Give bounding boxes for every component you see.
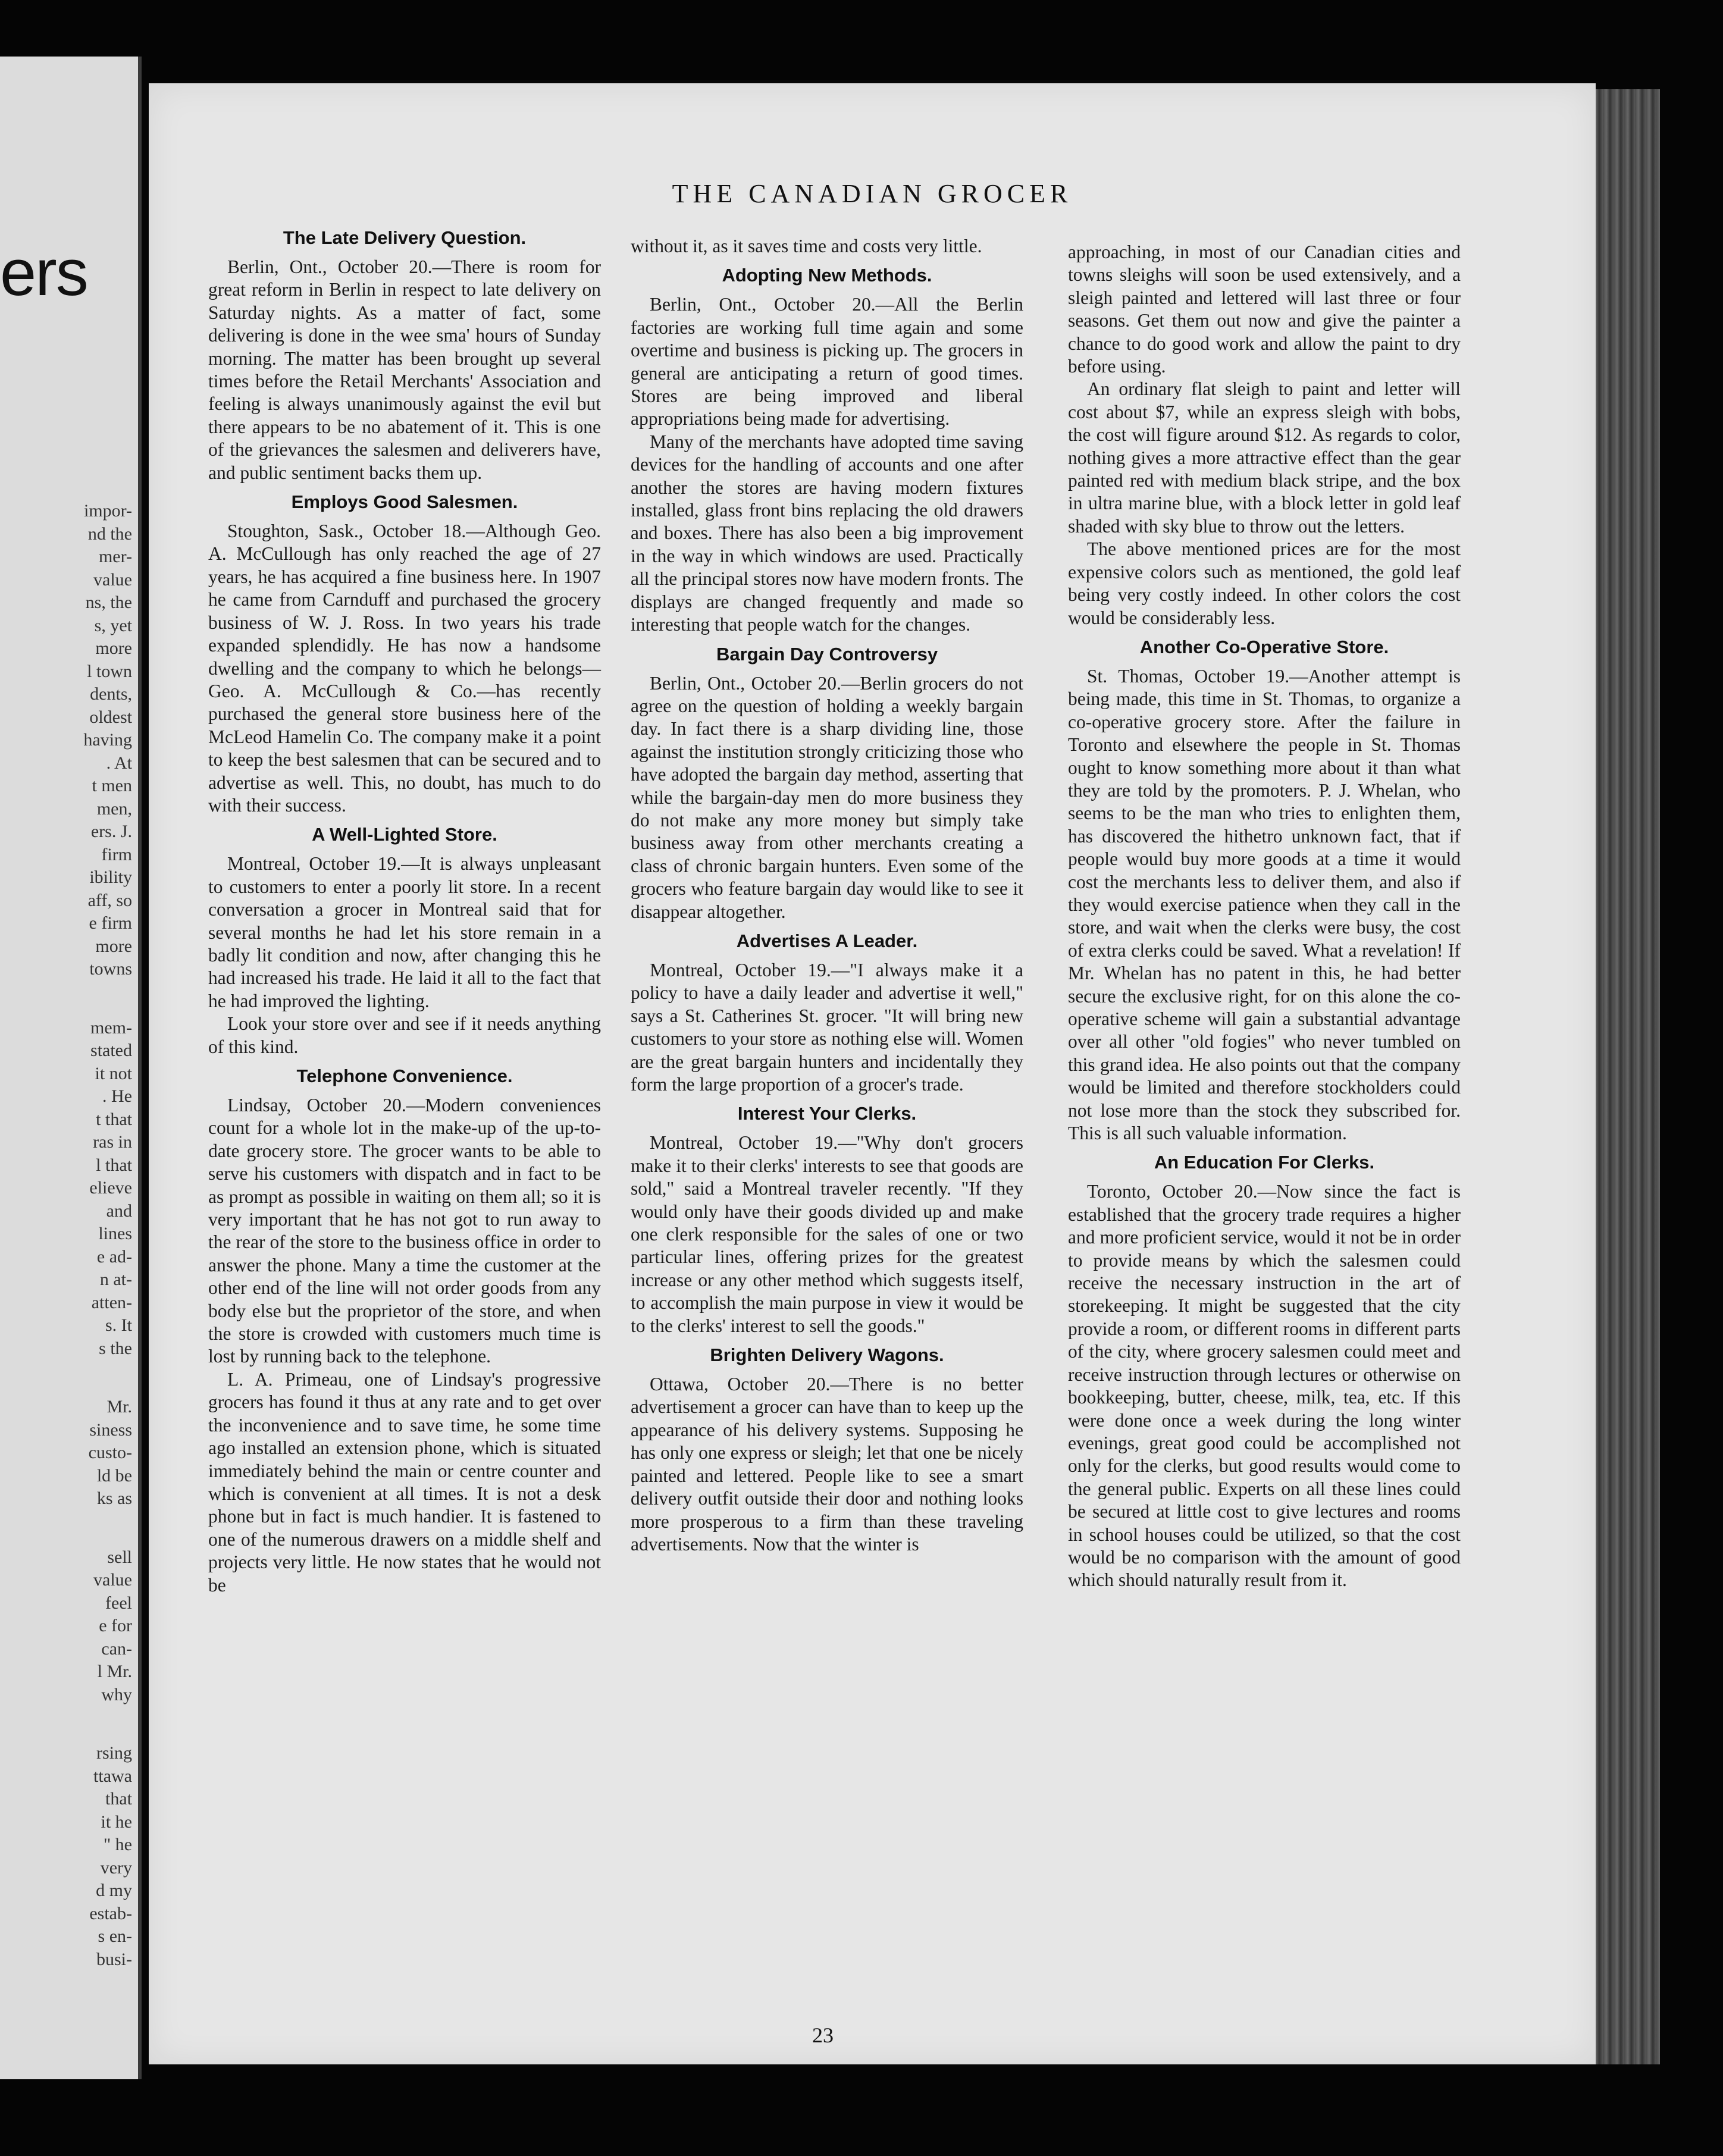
article-paragraph: Montreal, October 19.—"Why don't grocers make it to their clerks' interests to see that goods are sold," said a Montreal traveler recently. "If they would only have their goods divided up and make one clerk responsible for the sales of one or two particular lines, offering prizes for the greatest increase or any other method which suggests itself, to accomplish the main purpose in view it would be to the clerks' interest to sell the goods." bbox=[631, 1132, 1023, 1336]
facing-page-line-fragment: very bbox=[100, 1857, 132, 1878]
facing-page-line-fragment: it not bbox=[95, 1063, 132, 1083]
facing-page-line-fragment: s. It bbox=[105, 1315, 132, 1335]
facing-page-line-fragment: having bbox=[83, 730, 132, 750]
facing-page-line-fragment: . He bbox=[102, 1086, 132, 1106]
article-paragraph: Berlin, Ont., October 20.—There is room for great reform in Berlin in respect to late delivery on Saturday nights. As a matter of fact, some delivering is done in the wee sma' hours of Sunday morning. The matter has been brought up several times before the Retail Merchants' Association and feeling is always unanimously against the evil but there appears to be no abatement of it. This is one of the grievances the salesmen and deliverers have, and public sentiment backs them up. bbox=[208, 256, 601, 483]
article-column-1 bbox=[208, 220, 601, 1597]
facing-page-line-fragment: elieve bbox=[89, 1178, 132, 1198]
facing-page-line-fragment: busi- bbox=[96, 1949, 132, 1969]
article-paragraph: without it, as it saves time and costs very little. bbox=[631, 236, 982, 256]
facing-page-line-fragment: men, bbox=[96, 798, 132, 819]
article-paragraph: An ordinary flat sleigh to paint and letter will cost about $7, while an express sleigh with bobs, the cost will figure around $12. As regards to color, nothing gives a more attractive effect than the gear painted red with medium black stripe, and the box in ultra marine blue, with a block letter in gold leaf shaded with sky blue to throw out the letters. bbox=[1068, 378, 1461, 537]
facing-page-line-fragment: feel bbox=[105, 1593, 132, 1613]
magazine-page bbox=[149, 83, 1596, 2064]
article-headline: An Education For Clerks. bbox=[1154, 1152, 1375, 1173]
facing-page-line-fragment: more bbox=[95, 936, 132, 956]
page-number: 23 bbox=[812, 2023, 834, 2047]
article-column-2 bbox=[631, 235, 1023, 1556]
article-headline: Advertises A Leader. bbox=[736, 930, 918, 951]
facing-page-line-fragment: siness bbox=[89, 1419, 132, 1440]
article-paragraph: The above mentioned prices are for the most expensive colors such as mentioned, the gold leaf being very costly indeed. In other colors the cost would be considerably less. bbox=[1068, 538, 1461, 628]
article-paragraph: Many of the merchants have adopted time saving devices for the handling of accounts and one after another the stores are having modern fixtures installed, glass front bins replacing the old drawers and boxes. There has also been a big improvement in the way in which windows are used. Practically all the principal stores now have modern fronts. The displays are changed frequently and made so interesting that people watch for the changes. bbox=[631, 431, 1023, 635]
facing-page-line-fragment: t that bbox=[96, 1109, 132, 1129]
facing-page-line-fragment: ras in bbox=[93, 1132, 132, 1152]
article-paragraph: Stoughton, Sask., October 18.—Although Geo. A. McCullough has only reached the age of 27 years, he has acquired a fine business here. In 1907 he came from Carnduff and purchased the grocery business of W. J. Ross. In two years his trade expanded splendidly. He has now a handsome dwelling and the company to which he belongs—Geo. A. McCullough & Co.—has recently purchased the general store business here of the McLeod Hamelin Co. The company make it a point to keep the best salesmen that can be secured and to advertise as well. This, no doubt, has much to do with their success. bbox=[208, 521, 601, 816]
article-paragraph: Montreal, October 19.—"I always make it a policy to have a daily leader and advertise it well," says a St. Catherines St. grocer. "It will bring new customers to your store as nothing else will. Women are the great bargain hunters and incidentally they form the large proportion of a grocer's trade. bbox=[631, 959, 1023, 1095]
facing-page-line-fragment: Mr. bbox=[106, 1397, 132, 1417]
article-paragraph: Berlin, Ont., October 20.—Berlin grocers do not agree on the question of holding a weekly bargain day. In fact there is a sharp dividing line, those against the institution strongly criticizing those who have adopted the bargain day method, asserting that while the bargain-day men do more business they do not make any more money but simply take business away from other merchants creating a class of chronic bargain hunters. Even some of the grocers who feature bargain day would like to see it disappear altogether. bbox=[631, 672, 1023, 922]
facing-page-line-fragment: e ad- bbox=[96, 1246, 132, 1267]
facing-page-line-fragment: e firm bbox=[89, 913, 132, 933]
facing-page-line-fragment: custo- bbox=[88, 1443, 132, 1462]
facing-page-line-fragment: dents, bbox=[90, 684, 132, 704]
facing-page-line-fragment: s, yet bbox=[94, 615, 132, 635]
facing-page-line-fragment: n at- bbox=[99, 1270, 132, 1289]
facing-page-line-fragment: d my bbox=[96, 1881, 132, 1900]
facing-page-line-fragment: rsing bbox=[96, 1743, 132, 1763]
facing-page-line-fragment: mem- bbox=[90, 1017, 132, 1038]
article-headline: A Well-Lighted Store. bbox=[312, 824, 497, 845]
article-paragraph: Montreal, October 19.—It is always unpleasant to customers to enter a poorly lit store. In a recent conversation a grocer in Montreal said that for several months he had let his store remain in a badly lit condition and now, after changing this he had increased his trade. He laid it all to the fact that he had improved the lighting. bbox=[208, 853, 601, 1011]
facing-page-line-fragment: oldest bbox=[89, 707, 132, 727]
facing-page-line-fragment: l town bbox=[87, 661, 132, 681]
article-headline: Adopting New Methods. bbox=[722, 265, 932, 286]
facing-page-line-fragment: and bbox=[106, 1201, 132, 1221]
article-paragraph: St. Thomas, October 19.—Another attempt is being made, this time in St. Thomas, to organize a co-operative grocery store. After the failure in Toronto and elsewhere the people in St. Thomas ought to know something more about it than what they are told by the promoters. P. J. Whelan, who seems to be the man who tries to enlighten them, has discovered the hithetro unknown fact, that if people would buy more goods at a time it would cost the merchants less to deliver them, and also if they would exercise patience when they call in the store, and wait when the clerks were busy, the cost of extra clerks could be saved. What a revelation! If Mr. Whelan has no patent in this, he had better secure the exclusive right, for on this alone the co-operative scheme will gain a substantial advantage over all other "old fogies" who never tumbled on this grand idea. He also points out that the company would be limited and therefore stockholders could not lose more than the stock they subscribed for. This is all such valuable information. bbox=[1068, 665, 1461, 1144]
facing-page-line-fragment: more bbox=[95, 638, 132, 658]
facing-page-line-fragment: impor- bbox=[83, 501, 132, 521]
facing-page-line-fragment: atten- bbox=[91, 1292, 132, 1312]
facing-page-line-fragment: sell bbox=[107, 1547, 132, 1567]
facing-page-heading-fragment: ers bbox=[0, 236, 87, 309]
article-paragraph: Lindsay, October 20.—Modern conveniences count for a whole lot in the make-up of the up-to-date grocery store. The grocer wants to be able to serve his customers with dispatch and in fact to be as prompt as possible in waiting on them all; so it is very important that he has not got to run away to the rear of the store to the business office in order to answer the phone. Many a time the customer at the other end of the line will not order goods from any body else but the proprietor of the store, and when the store is crowded with customers much time is lost by running back to the telephone. bbox=[208, 1095, 601, 1367]
article-paragraph: Look your store over and see if it needs anything of this kind. bbox=[208, 1013, 601, 1057]
article-paragraph: Ottawa, October 20.—There is no better advertisement a grocer can have than to keep up the appearance of his delivery systems. Supposing he has only one express or sleigh; let that one be nicely painted and lettered. People like to see a smart delivery outfit outside their door and nothing looks more prosperous to a firm than these traveling advertisements. Now that the winter is bbox=[631, 1374, 1023, 1555]
facing-page-line-fragment: " he bbox=[103, 1835, 132, 1854]
facing-page-line-fragment: e for bbox=[99, 1616, 132, 1635]
facing-page-line-fragment: why bbox=[101, 1684, 132, 1704]
article-paragraph: L. A. Primeau, one of Lindsay's progressive grocers has found it thus at any rate and to get over the inconvenience and to save time, he some time ago installed an extension phone, which is situated immediately behind the main or centre counter and which is convenient at all times. It is not a desk phone but in fact is much handier. It is fastened to one of the numerous drawers on a middle shelf and projects very little. He now states that he would not be bbox=[208, 1368, 601, 1596]
article-column-3 bbox=[1068, 241, 1461, 1592]
facing-page-line-fragment: ld be bbox=[96, 1465, 132, 1486]
article-paragraph: Toronto, October 20.—Now since the fact is established that the grocery trade requires a higher and more proficient service, would it not be in order to provide means by which the salesmen could receive the necessary instruction in the art of storekeeping. It might be suggested that the city provide a room, or different rooms in different parts of the city, where grocery salesmen could meet and receive instruction through lectures or otherwise on bookkeeping, butter, cheese, milk, tea, etc. If this were done once a week during the long winter evenings, great good could be accomplished not only for the clerks, but good results would come to the general public. Experts on all these lines could be secured at little cost to give lectures and rooms in school houses could be utilized, so that the cost would be no comparison with the amount of good which should naturally result from it. bbox=[1068, 1181, 1461, 1591]
facing-page-line-fragment: ns, the bbox=[85, 593, 132, 612]
facing-page-line-fragment: . At bbox=[106, 753, 132, 773]
facing-page-line-fragment: mer- bbox=[98, 547, 132, 566]
article-headline: The Late Delivery Question. bbox=[283, 227, 527, 248]
article-headline: Telephone Convenience. bbox=[296, 1066, 513, 1086]
facing-page-line-fragment: nd the bbox=[87, 524, 132, 544]
facing-page-line-fragment: stated bbox=[90, 1041, 132, 1060]
facing-page-line-fragment: s the bbox=[99, 1338, 132, 1358]
facing-page-line-fragment: ers. J. bbox=[90, 822, 132, 841]
facing-page-line-fragment: value bbox=[93, 569, 132, 590]
facing-page-fragment bbox=[0, 57, 142, 2079]
facing-page-line-fragment: towns bbox=[89, 959, 132, 979]
facing-page-line-fragment: s en- bbox=[98, 1926, 132, 1946]
running-head: THE CANADIAN GROCER bbox=[672, 179, 1073, 208]
facing-page-line-fragment: firm bbox=[101, 844, 132, 864]
facing-page-line-fragment: can- bbox=[101, 1638, 132, 1659]
facing-page-line-fragment: l Mr. bbox=[97, 1662, 132, 1681]
facing-page-line-fragment: lines bbox=[98, 1224, 132, 1243]
article-headline: Bargain Day Controversy bbox=[716, 643, 938, 665]
facing-page-line-fragment: it he bbox=[101, 1812, 132, 1832]
facing-page-line-fragment: aff, so bbox=[87, 890, 132, 910]
facing-page-line-fragment: ttawa bbox=[93, 1766, 132, 1786]
article-headline: Another Co-Operative Store. bbox=[1139, 636, 1389, 657]
facing-page-line-fragment: that bbox=[105, 1789, 132, 1809]
article-paragraph: Berlin, Ont., October 20.—All the Berlin factories are working full time again and some overtime and business is picking up. The grocers in general are anticipating a return of good times. Stores are being improved and liberal appropriations being made for advertising. bbox=[631, 294, 1023, 430]
facing-page-line-fragment: estab- bbox=[89, 1903, 132, 1923]
article-paragraph: approaching, in most of our Canadian cities and towns sleighs will soon be used extensively, and a sleigh painted and lettered will last three or four seasons. Get them out now and give the painter a chance to do good work and allow the paint to dry before using. bbox=[1068, 242, 1461, 377]
facing-page-line-fragment: t men bbox=[92, 776, 132, 795]
article-headline: Interest Your Clerks. bbox=[737, 1103, 917, 1124]
facing-page-line-fragment: ibility bbox=[89, 867, 132, 887]
facing-page-line-fragment: l that bbox=[96, 1155, 132, 1175]
article-headline: Employs Good Salesmen. bbox=[291, 491, 518, 513]
facing-page-line-fragment: value bbox=[93, 1570, 132, 1590]
article-headline: Brighten Delivery Wagons. bbox=[710, 1345, 944, 1366]
facing-page-line-fragment: ks as bbox=[96, 1488, 132, 1508]
